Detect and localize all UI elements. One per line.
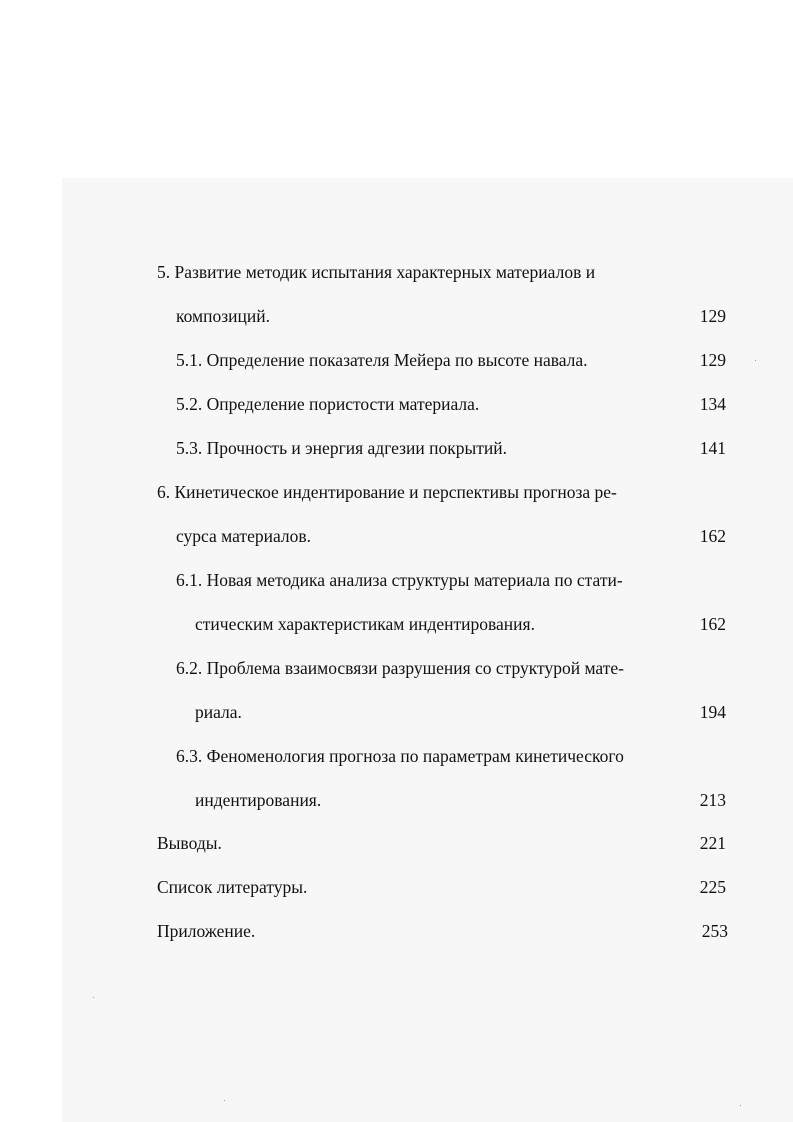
scan-speck (93, 997, 94, 998)
toc-conclusions: Выводы. (157, 833, 222, 853)
toc-section-6-1-continuation: стическим характеристикам индентирования. (195, 614, 535, 634)
toc-references: Список литературы. (157, 877, 308, 897)
toc-chapter-5: 5. Развитие методик испытания характерных материалов и (157, 262, 596, 282)
toc-section-5-3: 5.3. Прочность и энергия адгезии покрытий. (176, 438, 508, 458)
toc-section-6-3: 6.3. Феноменология прогноза по параметрам кинетического (176, 746, 624, 766)
toc-appendix: Приложение. (157, 921, 256, 941)
toc-page-number: 221 (699, 833, 726, 853)
toc-section-6-1: 6.1. Новая методика анализа структуры материала по стати- (176, 570, 623, 590)
toc-section-5-2: 5.2. Определение пористости материала. (176, 394, 480, 414)
toc-chapter-5-continuation: композиций. (176, 306, 270, 326)
toc-page-number: 194 (699, 702, 726, 722)
toc-page-number: 225 (699, 877, 726, 897)
scan-speck (755, 360, 756, 361)
toc-page-number: 253 (701, 921, 728, 941)
toc-section-6-2-continuation: риала. (195, 702, 242, 722)
toc-page-number: 129 (699, 306, 726, 326)
toc-page-number: 162 (699, 614, 726, 634)
toc-page-number: 134 (699, 394, 726, 414)
scan-background (62, 178, 793, 1122)
toc-section-6-3-continuation: индентирования. (195, 790, 322, 810)
toc-chapter-6: 6. Кинетическое индентирование и перспективы прогноза ре- (157, 482, 617, 502)
toc-chapter-6-continuation: сурса материалов. (176, 526, 312, 546)
toc-page-number: 162 (699, 526, 726, 546)
toc-page-number: 213 (699, 790, 726, 810)
scan-speck (224, 1100, 225, 1101)
toc-section-5-1: 5.1. Определение показателя Мейера по высоте навала. (176, 350, 588, 370)
toc-page-number: 129 (699, 350, 726, 370)
toc-section-6-2: 6.2. Проблема взаимосвязи разрушения со структурой мате- (176, 658, 624, 678)
toc-page-number: 141 (699, 438, 726, 458)
scan-speck (740, 1105, 741, 1106)
